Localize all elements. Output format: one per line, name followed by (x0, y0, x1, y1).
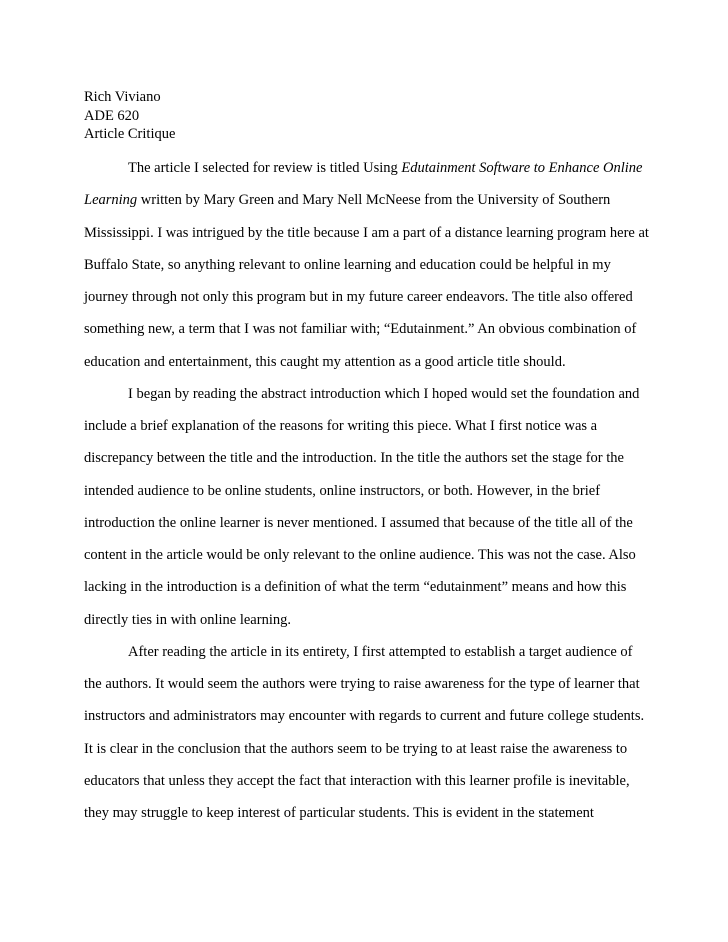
text-line: educators that unless they accept the fact that interaction with this learner profile is inevitable, (84, 772, 630, 789)
text-segment: written by Mary Green and Mary Nell McNeese from the University of Southern (137, 192, 611, 209)
document-header (84, 88, 175, 144)
italic-title-segment: Learning (84, 192, 138, 209)
document-type: Article Critique (84, 126, 176, 142)
text-line: something new, a term that I was not familiar with; “Edutainment.” An obvious combination of (84, 321, 637, 338)
text-line: Buffalo State, so anything relevant to online learning and education could be helpful in my (84, 256, 611, 273)
text-line (84, 190, 610, 210)
text-segment: The article I selected for review is titled Using (128, 160, 402, 176)
text-line: lacking in the introduction is a definition of what the term “edutainment” means and how this (84, 579, 627, 596)
text-line: directly ties in with online learning. (84, 611, 291, 628)
author-name: Rich Viviano (84, 89, 161, 105)
text-line: It is clear in the conclusion that the authors seem to be trying to at least raise the awareness to (84, 740, 628, 757)
text-line: instructors and administrators may encounter with regards to current and future college students. (84, 708, 645, 725)
text-line: journey through not only this program but in my future career endeavors. The title also offered (84, 289, 633, 305)
text-line: the authors. It would seem the authors were trying to raise awareness for the type of learner that (84, 676, 640, 692)
text-line: discrepancy between the title and the introduction. In the title the authors set the stage for the (84, 450, 624, 467)
text-line: include a brief explanation of the reasons for writing this piece. What I first notice was a (84, 418, 598, 434)
italic-title-segment: Edutainment Software to Enhance Online (401, 160, 643, 176)
text-line: education and entertainment, this caught my attention as a good article title should. (84, 353, 566, 370)
text-line: After reading the article in its entirety, I first attempted to establish a target audience of (128, 643, 633, 660)
text-line: I began by reading the abstract introduction which I hoped would set the foundation and (128, 385, 640, 402)
text-line: intended audience to be online students, online instructors, or both. However, in the brief (84, 482, 601, 499)
text-line: they may struggle to keep interest of particular students. This is evident in the statement (84, 805, 594, 821)
text-line (128, 158, 642, 178)
text-line: Mississippi. I was intrigued by the title because I am a part of a distance learning program here at (84, 224, 649, 241)
course-code: ADE 620 (84, 107, 140, 124)
text-line: introduction the online learner is never mentioned. I assumed that because of the title all of the (84, 514, 633, 531)
text-line: content in the article would be only relevant to the online audience. This was not the case. Also (84, 547, 636, 563)
